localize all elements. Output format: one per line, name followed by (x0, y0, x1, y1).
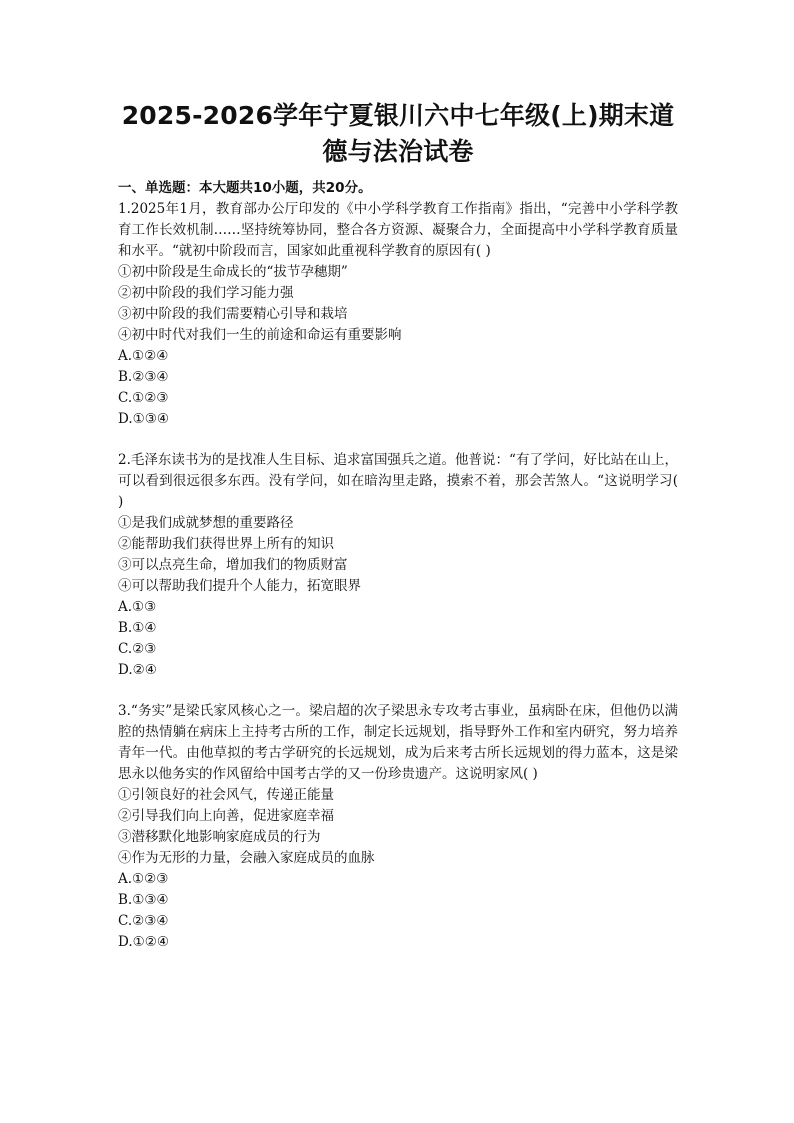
option-d: D.①③④ (118, 411, 169, 427)
exam-title (118, 98, 678, 170)
option-b: B.①③④ (118, 892, 169, 908)
exam-title-line-1: 2025-2026学年宁夏银川六中七年级(上)期末道 (121, 101, 675, 130)
statement-3: ③潜移默化地影响家庭成员的行为 (118, 829, 321, 845)
statement-4: ④初中时代对我们一生的前途和命运有重要影响 (118, 327, 402, 343)
option-c: C.②③④ (118, 913, 169, 929)
statement-2: ②能帮助我们获得世界上所有的知识 (118, 536, 334, 552)
question-1 (118, 199, 678, 430)
exam-page (118, 98, 678, 953)
option-b: B.①④ (118, 620, 157, 636)
statement-4: ④作为无形的力量，会融入家庭成员的血脉 (118, 850, 375, 866)
statement-3: ③初中阶段的我们需要精心引导和栽培 (118, 306, 348, 322)
option-d: D.②④ (118, 662, 157, 678)
statement-1: ①引领良好的社会风气，传递正能量 (118, 787, 334, 803)
option-c: C.②③ (118, 641, 157, 657)
option-a: A.①②④ (118, 348, 169, 364)
statement-1: ①是我们成就梦想的重要路径 (118, 515, 294, 531)
question-stem: 2.毛泽东读书为的是找准人生目标、追求富国强兵之道。他普说：“有了学问，好比站在山上，可以看到很远很多东西。没有学问，如在暗沟里走路，摸索不着，那会苦煞人。“这说明学习( ) (118, 452, 678, 510)
option-c: C.①②③ (118, 390, 169, 406)
option-b: B.②③④ (118, 369, 169, 385)
statement-3: ③可以点亮生命，增加我们的物质财富 (118, 557, 348, 573)
question-stem: 1.2025年1月，教育部办公厅印发的《中小学科学教育工作指南》指出，“完善中小学科学教育工作长效机制……坚持统筹协同，整合各方资源、凝聚合力，全面提高中小学科学教育质量和水平。“就初中阶段而言，国家如此重视科学教育的原因有( ) (118, 201, 678, 259)
statement-4: ④可以帮助我们提升个人能力，拓宽眼界 (118, 578, 361, 594)
statement-2: ②引导我们向上向善，促进家庭幸福 (118, 808, 334, 824)
section-heading: 一、单选题：本大题共10小题，共20分。 (118, 180, 372, 196)
option-d: D.①②④ (118, 934, 169, 950)
option-a: A.①③ (118, 599, 157, 615)
question-3 (118, 701, 678, 953)
statement-2: ②初中阶段的我们学习能力强 (118, 285, 294, 301)
statement-1: ①初中阶段是生命成长的“拔节孕穗期” (118, 264, 348, 280)
option-a: A.①②③ (118, 871, 169, 887)
question-2 (118, 450, 678, 681)
question-stem: 3.“务实”是梁氏家风核心之一。梁启超的次子梁思永专攻考古事业，虽病卧在床，但他仍以满腔的热情躺在病床上主持考古所的工作，制定长远规划，指导野外工作和室内研究，努力培养青年一代。由他草拟的考古学研究的长远规划，成为后来考古所长远规划的得力蓝本，这是梁思永以他务实的作风留给中国考古学的又一份珍贵遗产。这说明家风( ) (118, 703, 678, 782)
exam-title-line-2: 德与法治试卷 (322, 137, 474, 166)
